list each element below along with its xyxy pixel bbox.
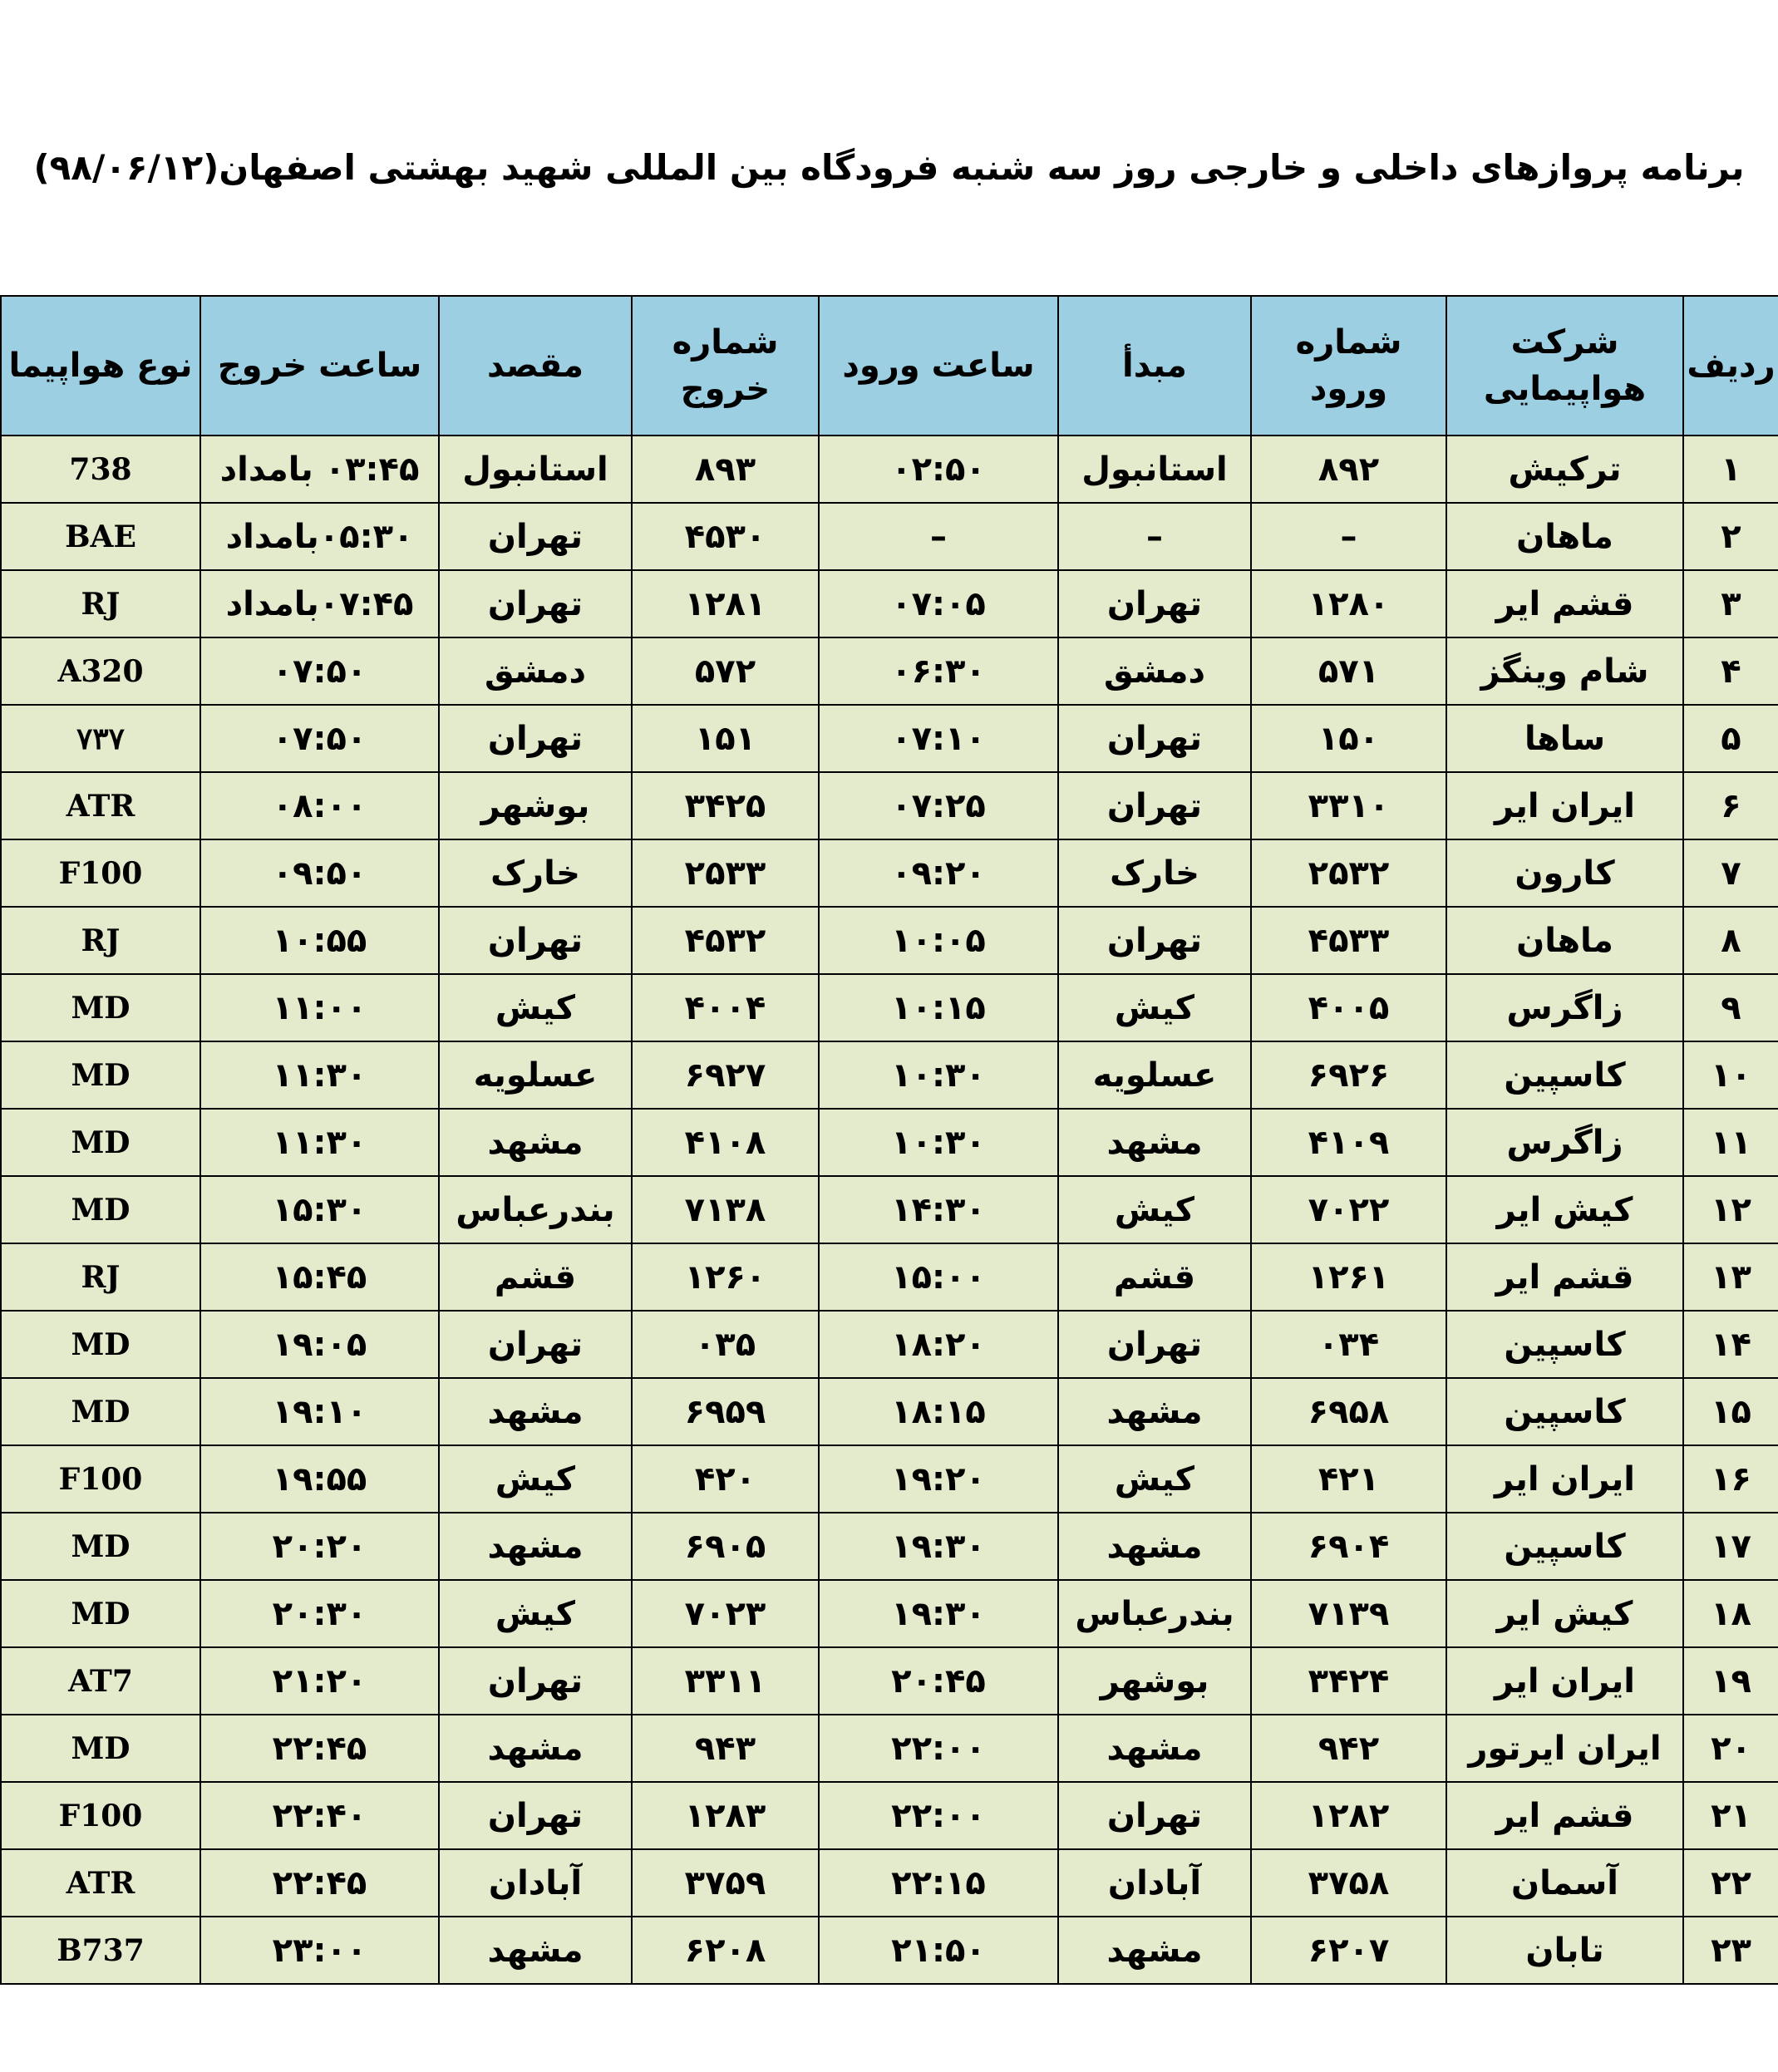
destination-cell: بندرعباس xyxy=(439,1176,632,1243)
arrival-number-cell: ۳۴۲۴ xyxy=(1251,1647,1446,1715)
arrival-time-cell: ۰۲:۵۰ xyxy=(819,436,1058,503)
origin-cell: – xyxy=(1058,503,1251,570)
airline-cell: قشم ایر xyxy=(1446,1243,1683,1311)
departure-time-cell: ۱۹:۰۵ xyxy=(200,1311,439,1378)
header-arrival-number: شماره ورود xyxy=(1251,296,1446,436)
departure-time-cell: ۰۷:۵۰ xyxy=(200,705,439,772)
arrival-number-cell: ۷۰۲۲ xyxy=(1251,1176,1446,1243)
airline-cell: کاسپین xyxy=(1446,1378,1683,1445)
airline-cell: کیش ایر xyxy=(1446,1176,1683,1243)
departure-time-cell: ۱۵:۳۰ xyxy=(200,1176,439,1243)
origin-cell: تهران xyxy=(1058,1311,1251,1378)
departure-time-cell: ۱۱:۳۰ xyxy=(200,1109,439,1176)
table-row xyxy=(1,637,1778,705)
aircraft-type-cell: A320 xyxy=(1,637,200,705)
aircraft-type-cell: ATR xyxy=(1,1849,200,1917)
destination-cell: بوشهر xyxy=(439,772,632,839)
departure-time-cell: ۱۰:۵۵ xyxy=(200,907,439,974)
row-number-cell: ۱۱ xyxy=(1683,1109,1778,1176)
aircraft-type-cell: RJ xyxy=(1,907,200,974)
origin-cell: بندرعباس xyxy=(1058,1580,1251,1647)
table-row xyxy=(1,1513,1778,1580)
destination-cell: خارک xyxy=(439,839,632,907)
row-number-cell: ۱۲ xyxy=(1683,1176,1778,1243)
origin-cell: مشهد xyxy=(1058,1513,1251,1580)
header-departure-number: شماره خروج xyxy=(632,296,819,436)
table-row xyxy=(1,907,1778,974)
departure-number-cell: ۶۹۲۷ xyxy=(632,1041,819,1109)
row-number-cell: ۵ xyxy=(1683,705,1778,772)
table-row xyxy=(1,1715,1778,1782)
departure-number-cell: ۱۲۶۰ xyxy=(632,1243,819,1311)
header-row-number: ردیف xyxy=(1683,296,1778,436)
table-row xyxy=(1,1311,1778,1378)
destination-cell: تهران xyxy=(439,503,632,570)
table-row xyxy=(1,1782,1778,1849)
arrival-time-cell: ۲۲:۱۵ xyxy=(819,1849,1058,1917)
origin-cell: آبادان xyxy=(1058,1849,1251,1917)
arrival-number-cell: ۳۷۵۸ xyxy=(1251,1849,1446,1917)
destination-cell: تهران xyxy=(439,1647,632,1715)
arrival-number-cell: ۴۵۳۳ xyxy=(1251,907,1446,974)
departure-number-cell: ۸۹۳ xyxy=(632,436,819,503)
departure-time-cell: ۲۲:۴۰ xyxy=(200,1782,439,1849)
arrival-time-cell: ۱۸:۲۰ xyxy=(819,1311,1058,1378)
airline-cell: کارون xyxy=(1446,839,1683,907)
header-arrival-time: ساعت ورود xyxy=(819,296,1058,436)
row-number-cell: ۹ xyxy=(1683,974,1778,1041)
table-row xyxy=(1,1243,1778,1311)
arrival-time-cell: ۰۷:۱۰ xyxy=(819,705,1058,772)
table-row xyxy=(1,436,1778,503)
arrival-number-cell: ۴۱۰۹ xyxy=(1251,1109,1446,1176)
destination-cell: مشهد xyxy=(439,1917,632,1984)
row-number-cell: ۱۶ xyxy=(1683,1445,1778,1513)
destination-cell: مشهد xyxy=(439,1378,632,1445)
airline-cell: تابان xyxy=(1446,1917,1683,1984)
departure-time-cell: ۱۹:۵۵ xyxy=(200,1445,439,1513)
aircraft-type-cell: ATR xyxy=(1,772,200,839)
aircraft-type-cell: F100 xyxy=(1,839,200,907)
arrival-time-cell: ۱۵:۰۰ xyxy=(819,1243,1058,1311)
departure-number-cell: ۳۷۵۹ xyxy=(632,1849,819,1917)
airline-cell: کیش ایر xyxy=(1446,1580,1683,1647)
destination-cell: کیش xyxy=(439,1445,632,1513)
arrival-number-cell: ۸۹۲ xyxy=(1251,436,1446,503)
destination-cell: عسلویه xyxy=(439,1041,632,1109)
origin-cell: تهران xyxy=(1058,705,1251,772)
arrival-time-cell: ۰۷:۲۵ xyxy=(819,772,1058,839)
arrival-number-cell: ۱۵۰ xyxy=(1251,705,1446,772)
row-number-cell: ۲ xyxy=(1683,503,1778,570)
flight-schedule-table xyxy=(0,295,1778,1985)
table-row xyxy=(1,1041,1778,1109)
destination-cell: مشهد xyxy=(439,1513,632,1580)
destination-cell: قشم xyxy=(439,1243,632,1311)
departure-time-cell: ۲۲:۴۵ xyxy=(200,1715,439,1782)
table-row xyxy=(1,1917,1778,1984)
departure-time-cell: ۲۱:۲۰ xyxy=(200,1647,439,1715)
arrival-number-cell: ۶۹۲۶ xyxy=(1251,1041,1446,1109)
arrival-time-cell: ۰۷:۰۵ xyxy=(819,570,1058,637)
airline-cell: ایران ایر xyxy=(1446,1647,1683,1715)
row-number-cell: ۲۳ xyxy=(1683,1917,1778,1984)
destination-cell: کیش xyxy=(439,974,632,1041)
origin-cell: تهران xyxy=(1058,772,1251,839)
row-number-cell: ۱۸ xyxy=(1683,1580,1778,1647)
airline-cell: ایران ایرتور xyxy=(1446,1715,1683,1782)
arrival-time-cell: ۲۲:۰۰ xyxy=(819,1782,1058,1849)
airline-cell: آسمان xyxy=(1446,1849,1683,1917)
departure-number-cell: ۶۹۵۹ xyxy=(632,1378,819,1445)
aircraft-type-cell: ۷۳۷ xyxy=(1,705,200,772)
origin-cell: تهران xyxy=(1058,570,1251,637)
table-row xyxy=(1,570,1778,637)
row-number-cell: ۱۳ xyxy=(1683,1243,1778,1311)
arrival-number-cell: ۴۲۱ xyxy=(1251,1445,1446,1513)
arrival-time-cell: ۲۲:۰۰ xyxy=(819,1715,1058,1782)
arrival-time-cell: ۰۶:۳۰ xyxy=(819,637,1058,705)
destination-cell: مشهد xyxy=(439,1715,632,1782)
row-number-cell: ۲۱ xyxy=(1683,1782,1778,1849)
row-number-cell: ۱۷ xyxy=(1683,1513,1778,1580)
airline-cell: کاسپین xyxy=(1446,1513,1683,1580)
departure-time-cell: ۲۳:۰۰ xyxy=(200,1917,439,1984)
aircraft-type-cell: MD xyxy=(1,1041,200,1109)
departure-time-cell: ۰۳:۴۵ بامداد xyxy=(200,436,439,503)
table-row xyxy=(1,974,1778,1041)
destination-cell: تهران xyxy=(439,570,632,637)
row-number-cell: ۸ xyxy=(1683,907,1778,974)
departure-time-cell: ۲۲:۴۵ xyxy=(200,1849,439,1917)
departure-time-cell: ۰۸:۰۰ xyxy=(200,772,439,839)
row-number-cell: ۱ xyxy=(1683,436,1778,503)
origin-cell: بوشهر xyxy=(1058,1647,1251,1715)
aircraft-type-cell: 738 xyxy=(1,436,200,503)
row-number-cell: ۴ xyxy=(1683,637,1778,705)
aircraft-type-cell: MD xyxy=(1,1109,200,1176)
departure-number-cell: ۹۴۳ xyxy=(632,1715,819,1782)
arrival-number-cell: ۶۹۵۸ xyxy=(1251,1378,1446,1445)
header-airline: شرکت هواپیمایی xyxy=(1446,296,1683,436)
airline-cell: شام وینگز xyxy=(1446,637,1683,705)
table-row xyxy=(1,1647,1778,1715)
arrival-time-cell: ۱۰:۱۵ xyxy=(819,974,1058,1041)
arrival-number-cell: ۲۵۳۲ xyxy=(1251,839,1446,907)
departure-number-cell: ۵۷۲ xyxy=(632,637,819,705)
arrival-time-cell: ۲۱:۵۰ xyxy=(819,1917,1058,1984)
airline-cell: ایران ایر xyxy=(1446,1445,1683,1513)
destination-cell: تهران xyxy=(439,907,632,974)
arrival-number-cell: ۱۲۸۲ xyxy=(1251,1782,1446,1849)
table-row xyxy=(1,839,1778,907)
arrival-time-cell: ۱۰:۰۵ xyxy=(819,907,1058,974)
arrival-time-cell: ۱۰:۳۰ xyxy=(819,1109,1058,1176)
airline-cell: زاگرس xyxy=(1446,974,1683,1041)
airline-cell: ماهان xyxy=(1446,907,1683,974)
row-number-cell: ۱۹ xyxy=(1683,1647,1778,1715)
aircraft-type-cell: MD xyxy=(1,1580,200,1647)
departure-number-cell: ۶۹۰۵ xyxy=(632,1513,819,1580)
aircraft-type-cell: MD xyxy=(1,1176,200,1243)
aircraft-type-cell: RJ xyxy=(1,1243,200,1311)
origin-cell: دمشق xyxy=(1058,637,1251,705)
departure-number-cell: ۱۵۱ xyxy=(632,705,819,772)
airline-cell: کاسپین xyxy=(1446,1311,1683,1378)
aircraft-type-cell: MD xyxy=(1,1311,200,1378)
departure-time-cell: ۰۹:۵۰ xyxy=(200,839,439,907)
row-number-cell: ۲۰ xyxy=(1683,1715,1778,1782)
departure-number-cell: ۷۱۳۸ xyxy=(632,1176,819,1243)
departure-time-cell: ۲۰:۲۰ xyxy=(200,1513,439,1580)
arrival-number-cell: ۶۹۰۴ xyxy=(1251,1513,1446,1580)
departure-number-cell: ۱۲۸۳ xyxy=(632,1782,819,1849)
arrival-number-cell: ۱۲۸۰ xyxy=(1251,570,1446,637)
arrival-time-cell: ۱۰:۳۰ xyxy=(819,1041,1058,1109)
departure-number-cell: ۶۲۰۸ xyxy=(632,1917,819,1984)
table-row xyxy=(1,1176,1778,1243)
row-number-cell: ۶ xyxy=(1683,772,1778,839)
table-row xyxy=(1,1445,1778,1513)
row-number-cell: ۱۰ xyxy=(1683,1041,1778,1109)
aircraft-type-cell: B737 xyxy=(1,1917,200,1984)
airline-cell: قشم ایر xyxy=(1446,1782,1683,1849)
aircraft-type-cell: F100 xyxy=(1,1445,200,1513)
departure-number-cell: ۰۳۵ xyxy=(632,1311,819,1378)
arrival-number-cell: ۰۳۴ xyxy=(1251,1311,1446,1378)
arrival-number-cell: ۵۷۱ xyxy=(1251,637,1446,705)
table-row xyxy=(1,1580,1778,1647)
departure-time-cell: ۰۷:۵۰ xyxy=(200,637,439,705)
arrival-time-cell: ۱۹:۳۰ xyxy=(819,1580,1058,1647)
departure-number-cell: ۴۱۰۸ xyxy=(632,1109,819,1176)
origin-cell: مشهد xyxy=(1058,1917,1251,1984)
departure-number-cell: ۴۲۰ xyxy=(632,1445,819,1513)
arrival-time-cell: ۱۹:۲۰ xyxy=(819,1445,1058,1513)
origin-cell: مشهد xyxy=(1058,1715,1251,1782)
destination-cell: استانبول xyxy=(439,436,632,503)
airline-cell: قشم ایر xyxy=(1446,570,1683,637)
airline-cell: کاسپین xyxy=(1446,1041,1683,1109)
header-aircraft-type: نوع هواپیما xyxy=(1,296,200,436)
airline-cell: ایران ایر xyxy=(1446,772,1683,839)
arrival-number-cell: ۴۰۰۵ xyxy=(1251,974,1446,1041)
table-row xyxy=(1,705,1778,772)
departure-number-cell: ۲۵۳۳ xyxy=(632,839,819,907)
airline-cell: ماهان xyxy=(1446,503,1683,570)
departure-number-cell: ۷۰۲۳ xyxy=(632,1580,819,1647)
header-destination: مقصد xyxy=(439,296,632,436)
departure-number-cell: ۳۴۲۵ xyxy=(632,772,819,839)
aircraft-type-cell: MD xyxy=(1,1513,200,1580)
aircraft-type-cell: MD xyxy=(1,974,200,1041)
header-departure-time: ساعت خروج xyxy=(200,296,439,436)
destination-cell: تهران xyxy=(439,1782,632,1849)
origin-cell: استانبول xyxy=(1058,436,1251,503)
aircraft-type-cell: RJ xyxy=(1,570,200,637)
aircraft-type-cell: BAE xyxy=(1,503,200,570)
arrival-number-cell: – xyxy=(1251,503,1446,570)
departure-number-cell: ۴۰۰۴ xyxy=(632,974,819,1041)
destination-cell: دمشق xyxy=(439,637,632,705)
arrival-time-cell: ۱۴:۳۰ xyxy=(819,1176,1058,1243)
destination-cell: آبادان xyxy=(439,1849,632,1917)
aircraft-type-cell: MD xyxy=(1,1715,200,1782)
arrival-time-cell: ۱۸:۱۵ xyxy=(819,1378,1058,1445)
destination-cell: تهران xyxy=(439,705,632,772)
arrival-time-cell: ۱۹:۳۰ xyxy=(819,1513,1058,1580)
aircraft-type-cell: MD xyxy=(1,1378,200,1445)
departure-number-cell: ۱۲۸۱ xyxy=(632,570,819,637)
aircraft-type-cell: AT7 xyxy=(1,1647,200,1715)
table-row xyxy=(1,772,1778,839)
departure-number-cell: ۳۳۱۱ xyxy=(632,1647,819,1715)
row-number-cell: ۱۴ xyxy=(1683,1311,1778,1378)
departure-time-cell: ۱۱:۰۰ xyxy=(200,974,439,1041)
header-origin: مبدأ xyxy=(1058,296,1251,436)
table-row xyxy=(1,1849,1778,1917)
origin-cell: قشم xyxy=(1058,1243,1251,1311)
row-number-cell: ۳ xyxy=(1683,570,1778,637)
arrival-number-cell: ۱۲۶۱ xyxy=(1251,1243,1446,1311)
origin-cell: مشهد xyxy=(1058,1378,1251,1445)
departure-time-cell: ۱۹:۱۰ xyxy=(200,1378,439,1445)
row-number-cell: ۱۵ xyxy=(1683,1378,1778,1445)
airline-cell: زاگرس xyxy=(1446,1109,1683,1176)
departure-time-cell: ۰۷:۴۵بامداد xyxy=(200,570,439,637)
aircraft-type-cell: F100 xyxy=(1,1782,200,1849)
departure-time-cell: ۱۵:۴۵ xyxy=(200,1243,439,1311)
departure-number-cell: ۴۵۳۰ xyxy=(632,503,819,570)
arrival-time-cell: – xyxy=(819,503,1058,570)
origin-cell: خارک xyxy=(1058,839,1251,907)
origin-cell: عسلویه xyxy=(1058,1041,1251,1109)
arrival-number-cell: ۹۴۲ xyxy=(1251,1715,1446,1782)
arrival-time-cell: ۲۰:۴۵ xyxy=(819,1647,1058,1715)
departure-time-cell: ۲۰:۳۰ xyxy=(200,1580,439,1647)
row-number-cell: ۷ xyxy=(1683,839,1778,907)
table-row xyxy=(1,1109,1778,1176)
departure-number-cell: ۴۵۳۲ xyxy=(632,907,819,974)
origin-cell: کیش xyxy=(1058,974,1251,1041)
arrival-time-cell: ۰۹:۲۰ xyxy=(819,839,1058,907)
origin-cell: تهران xyxy=(1058,1782,1251,1849)
origin-cell: مشهد xyxy=(1058,1109,1251,1176)
arrival-number-cell: ۶۲۰۷ xyxy=(1251,1917,1446,1984)
page-title: برنامه پروازهای داخلی و خارجی روز سه شنبه فرودگاه بین المللی شهید بهشتی اصفهان(۹۸/۰۶/۱۲) xyxy=(33,147,1745,188)
table-body xyxy=(1,436,1778,1984)
origin-cell: کیش xyxy=(1058,1445,1251,1513)
departure-time-cell: ۰۵:۳۰بامداد xyxy=(200,503,439,570)
airline-cell: ساها xyxy=(1446,705,1683,772)
departure-time-cell: ۱۱:۳۰ xyxy=(200,1041,439,1109)
arrival-number-cell: ۷۱۳۹ xyxy=(1251,1580,1446,1647)
destination-cell: تهران xyxy=(439,1311,632,1378)
header-row xyxy=(1,296,1778,436)
table-row xyxy=(1,1378,1778,1445)
table-row xyxy=(1,503,1778,570)
origin-cell: تهران xyxy=(1058,907,1251,974)
destination-cell: کیش xyxy=(439,1580,632,1647)
destination-cell: مشهد xyxy=(439,1109,632,1176)
origin-cell: کیش xyxy=(1058,1176,1251,1243)
arrival-number-cell: ۳۳۱۰ xyxy=(1251,772,1446,839)
airline-cell: ترکیش xyxy=(1446,436,1683,503)
row-number-cell: ۲۲ xyxy=(1683,1849,1778,1917)
